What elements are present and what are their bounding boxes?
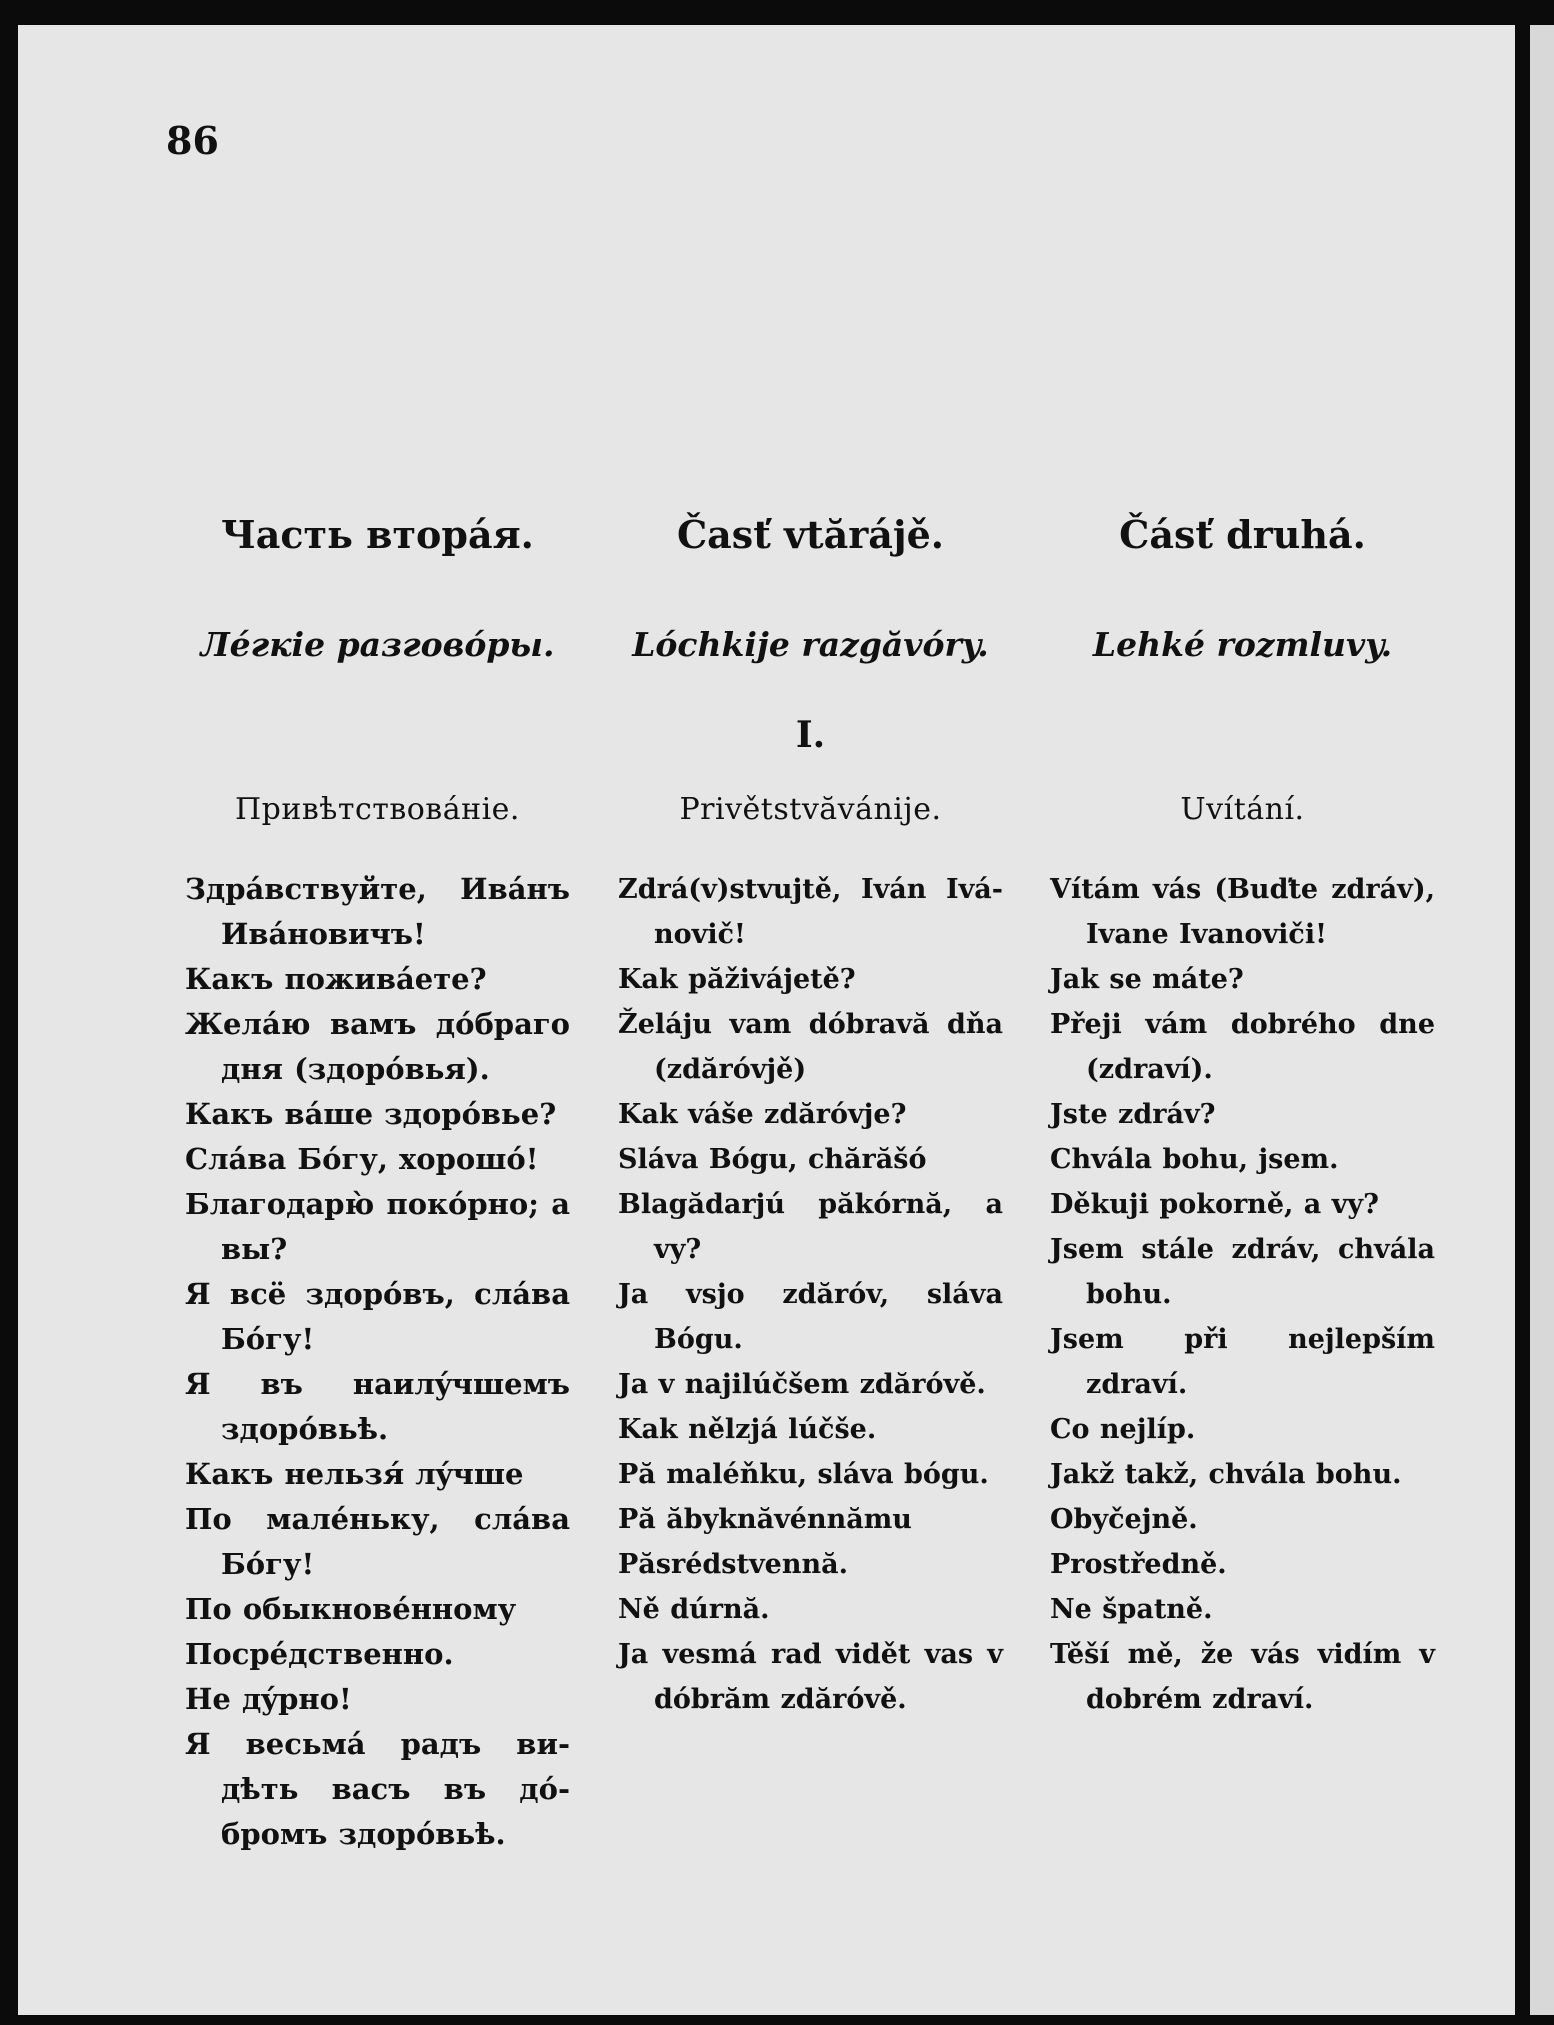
phrase-line: Chvála bohu, jsem.	[1050, 1144, 1339, 1175]
phrase-line: Какъ поживáете?	[185, 962, 487, 996]
phrase-line: Jsem při nejlepším zdraví.	[1050, 1324, 1435, 1400]
czech-part-heading: Čásť druhá.	[1119, 512, 1366, 557]
phrase-line: Слáва Бóгу, хорошó!	[185, 1142, 539, 1176]
transliteration-part-heading: Časť vtărájě.	[676, 512, 945, 557]
phrase-line: Kak păživájetě?	[618, 964, 856, 995]
phrase-line: Я въ наилýчшемъ здорóвьѣ.	[185, 1367, 570, 1446]
phrase-line: Pă maléňku, sláva bógu.	[618, 1459, 989, 1490]
phrase-line: Kak nělzjá lúčše.	[618, 1414, 877, 1445]
phrase-line: Obyčejně.	[1050, 1504, 1198, 1535]
russian-subtitle: Лéгкiе разговóры.	[200, 625, 555, 664]
czech-phrase-list	[1050, 867, 1435, 1722]
russian-phrase-list	[185, 867, 570, 1857]
phrase-line: По малéньку, слáва Бóгу!	[185, 1502, 570, 1581]
phrase-line: Vítám vás (Buďte zdráv), Ivane Ivanoviči!	[1050, 874, 1435, 950]
phrase-line: Я весьмá радъ ви-дѣть васъ въ дó-бромъ здорóвьѣ.	[185, 1727, 570, 1851]
phrase-line: Я всё здорóвъ, слáва Бóгу!	[185, 1277, 570, 1356]
phrase-line: Păsrédstvennă.	[618, 1549, 848, 1580]
adjacent-page-edge	[1530, 25, 1554, 2015]
phrase-line: Благодарю̀ покóрно; а вы?	[185, 1187, 570, 1266]
phrase-line: Jak se máte?	[1050, 964, 1244, 995]
phrase-line: Желáю вамъ дóбраго дня (здорóвья).	[185, 1007, 570, 1086]
section-numeral: I.	[795, 714, 826, 756]
czech-section-heading: Uvítání.	[1180, 792, 1305, 827]
phrase-line: Ja v najilúčšem zdăróvě.	[618, 1369, 986, 1400]
phrase-line: Co nejlíp.	[1050, 1414, 1196, 1445]
phrase-line: Těší mě, že vás vidím v dobrém zdraví.	[1050, 1639, 1435, 1715]
russian-roman-spacer	[185, 705, 570, 765]
transliteration-phrase-list	[618, 867, 1003, 1722]
phrase-line: Zdrá(v)stvujtě, Iván Ivá-novič!	[618, 874, 1003, 950]
russian-part-heading: Часть вторáя.	[221, 512, 534, 557]
phrase-line: Ne špatně.	[1050, 1594, 1213, 1625]
russian-column	[185, 505, 570, 1857]
phrase-line: Ja vsjo zdăróv, sláva Bógu.	[618, 1279, 1003, 1355]
phrase-line: Какъ нельзя́ лýчше	[185, 1457, 524, 1491]
czech-subtitle: Lehké rozmluvy.	[1092, 625, 1393, 664]
phrase-line: Kak váše zdăróvje?	[618, 1099, 907, 1130]
russian-section-heading: Привѣтствовáнiе.	[235, 792, 520, 827]
phrase-line: Děkuji pokorně, a vy?	[1050, 1189, 1379, 1220]
phrase-line: Želáju vam dóbravă dňa (zdăróvjě)	[618, 1009, 1003, 1085]
phrase-line: Jakž takž, chvála bohu.	[1050, 1459, 1402, 1490]
phrase-line: Jste zdráv?	[1050, 1099, 1216, 1130]
phrase-line: По обыкновéнному	[185, 1592, 517, 1626]
phrase-line: Pă ăbyknăvénnămu	[618, 1504, 912, 1535]
phrase-line: Не дýрно!	[185, 1682, 352, 1716]
phrase-line: Посрéдственно.	[185, 1637, 454, 1671]
phrase-line: Přeji vám dobrého dne (zdraví).	[1050, 1009, 1435, 1085]
czech-column	[1050, 505, 1435, 1722]
phrase-line: Blagădarjú păkórnă, a vy?	[618, 1189, 1003, 1265]
phrase-line: Jsem stále zdráv, chvála bohu.	[1050, 1234, 1435, 1310]
page-number: 86	[166, 118, 219, 163]
phrase-line: Здрáвствуйте, Ивáнъ Ивáновичъ!	[185, 872, 570, 951]
phrase-line: Ja vesmá rad vidět vas v dóbrăm zdăróvě.	[618, 1639, 1003, 1715]
transliteration-subtitle: Lóchkije razgăvóry.	[632, 625, 989, 664]
phrase-line: Sláva Bógu, chărăšó	[618, 1144, 927, 1175]
phrase-line: Ně dúrnă.	[618, 1594, 770, 1625]
transliteration-column	[618, 505, 1003, 1722]
czech-roman-spacer	[1050, 705, 1435, 765]
transliteration-section-heading: Privětstvăvánije.	[679, 792, 942, 827]
phrase-line: Prostředně.	[1050, 1549, 1227, 1580]
phrase-line: Какъ вáше здорóвье?	[185, 1097, 557, 1131]
